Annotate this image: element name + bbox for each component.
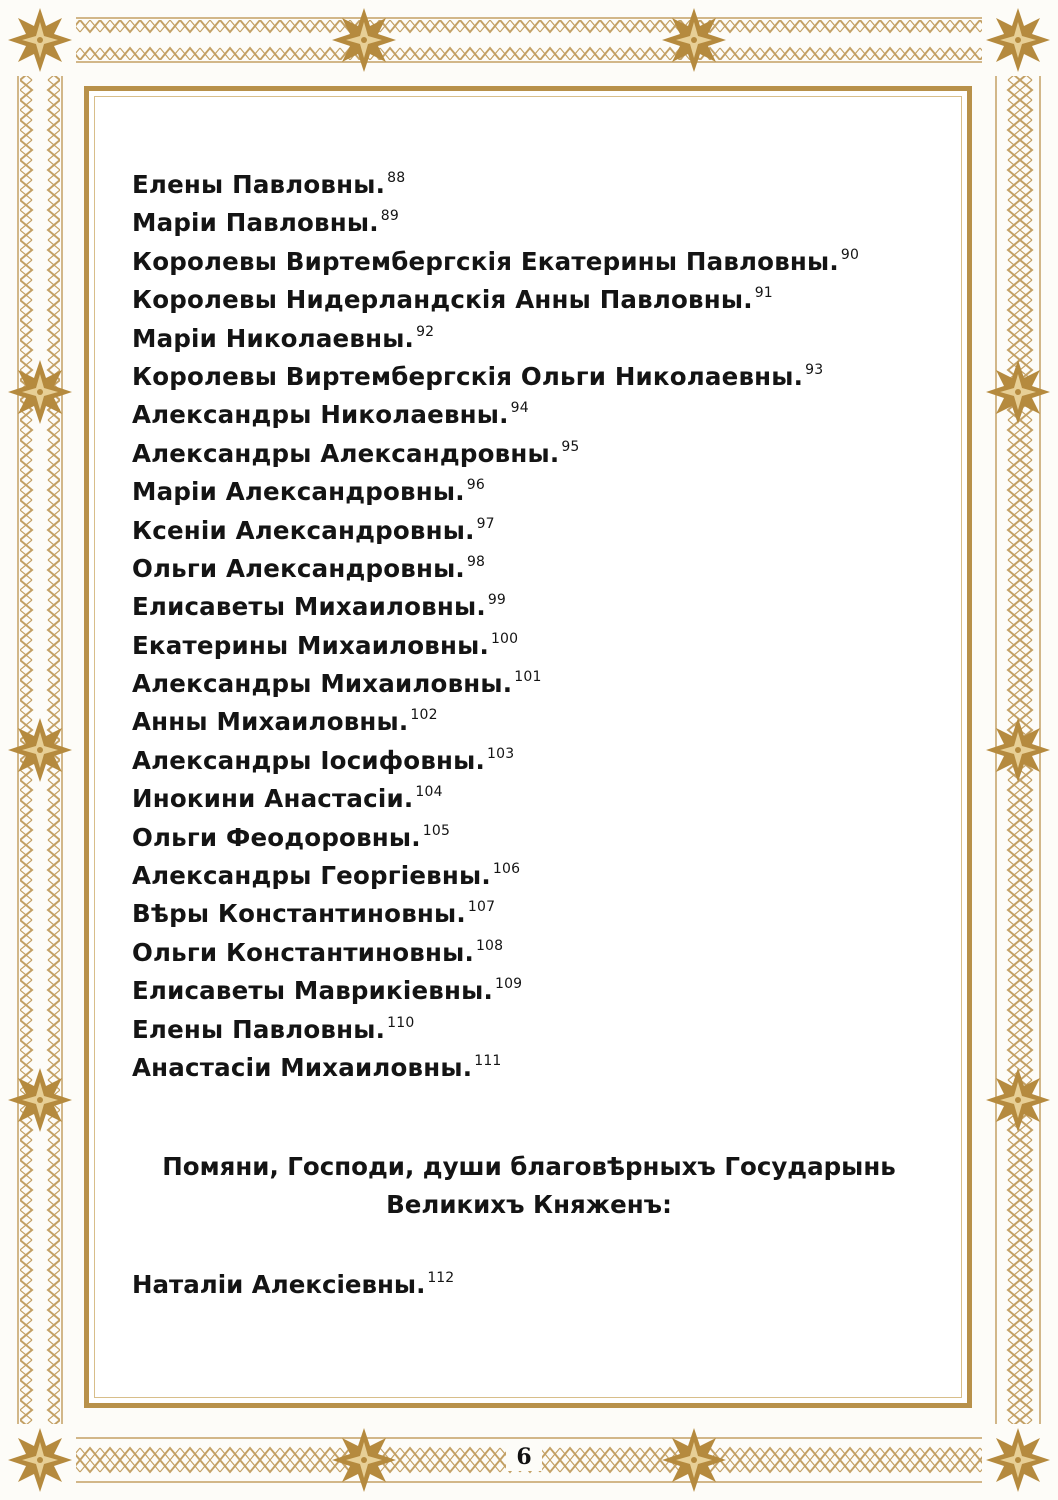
footnote-ref: 111 — [474, 1052, 502, 1069]
name-text: Елены Павловны. — [132, 170, 386, 199]
footnote-ref: 88 — [387, 170, 406, 186]
name-entry — [132, 819, 859, 857]
name-text: Елисаветы Маврикіевны. — [132, 976, 493, 1006]
footnote-ref: 100 — [490, 630, 519, 647]
name-text: Королевы Виртембергскія Ольги Николаевны. — [132, 361, 804, 391]
name-text: Александры Михаиловны. — [132, 669, 513, 699]
name-entry — [132, 473, 859, 511]
name-text: Екатерины Михаиловны. — [132, 630, 489, 660]
name-text: Ольги Александровны. — [132, 553, 465, 583]
name-text: Инокини Анастасіи. — [132, 784, 414, 814]
footnote-ref: 105 — [422, 822, 451, 839]
name-text: Ксеніи Александровны. — [132, 515, 475, 545]
name-text: Елены Павловны. — [132, 1014, 386, 1044]
footnote-ref: 109 — [494, 976, 523, 993]
name-entry — [132, 512, 859, 550]
name-text: Елисаветы Михаиловны. — [132, 592, 486, 622]
footnote-ref: 92 — [416, 323, 435, 340]
name-text: Вѣры Константиновны. — [132, 899, 466, 929]
name-entry — [132, 895, 859, 933]
footnote-ref: 99 — [487, 592, 507, 609]
footnote-ref: 89 — [380, 208, 399, 225]
footnote-ref: 108 — [475, 937, 504, 954]
name-text: Александры Іосифовны. — [132, 745, 486, 775]
name-entry — [132, 435, 859, 473]
commemoration-list — [132, 166, 859, 1087]
footnote-ref: 107 — [467, 899, 496, 916]
name-entry — [132, 281, 859, 319]
name-text: Маріи Александровны. — [132, 477, 465, 507]
name-entry — [132, 665, 859, 703]
name-text: Александры Николаевны. — [132, 400, 509, 430]
name-entry — [132, 358, 859, 396]
name-entry — [132, 166, 859, 204]
name-entry — [132, 780, 859, 818]
footnote-ref: 104 — [415, 784, 443, 801]
footnote-ref: 106 — [492, 861, 521, 878]
footnote-ref: 98 — [466, 553, 486, 570]
top-band — [76, 20, 982, 60]
footnote-ref: 94 — [510, 400, 529, 417]
prayer-heading-line-2: Великихъ Княженъ: — [386, 1190, 672, 1219]
footnote-ref: 96 — [466, 477, 485, 494]
footnote-ref: 97 — [476, 515, 495, 532]
name-entry — [132, 972, 859, 1010]
footnote-ref: 93 — [805, 361, 824, 378]
final-entry — [132, 1266, 454, 1304]
name-text: Александры Александровны. — [132, 438, 560, 468]
name-entry — [132, 396, 859, 434]
name-text: Маріи Павловны. — [132, 208, 379, 238]
name-text: Анастасіи Михаиловны. — [132, 1052, 473, 1082]
footnote-ref: 91 — [754, 285, 773, 302]
name-entry — [132, 934, 859, 972]
prayer-heading — [90, 1148, 968, 1224]
name-text: Анны Михаиловны. — [132, 707, 409, 737]
name-entry — [132, 588, 859, 626]
name-entry — [132, 742, 859, 780]
name-text: Королевы Нидерландскія Анны Павловны. — [132, 285, 753, 315]
name-entry — [132, 1049, 859, 1087]
footnote-ref: 101 — [514, 669, 542, 686]
name-text: Ольги Константиновны. — [132, 937, 474, 967]
name-text: Александры Георгіевны. — [132, 861, 491, 891]
name-entry — [132, 857, 859, 895]
name-entry — [132, 1011, 859, 1049]
name-entry — [132, 320, 859, 358]
name-text: Ольги Феодоровны. — [132, 822, 421, 852]
name-entry — [132, 627, 859, 665]
name-entry — [132, 703, 859, 741]
final-entry-text: Наталіи Алексіевны. — [132, 1270, 426, 1299]
footnote-ref: 112 — [427, 1270, 455, 1286]
name-entry — [132, 243, 859, 281]
footnote-ref: 102 — [410, 707, 438, 724]
page-number: 6 — [506, 1443, 542, 1471]
footnote-ref: 110 — [387, 1014, 415, 1031]
name-text: Маріи Николаевны. — [132, 323, 415, 353]
footnote-ref: 95 — [561, 438, 580, 455]
name-entry — [132, 550, 859, 588]
name-text: Королевы Виртембергскія Екатерины Павловны. — [132, 246, 839, 276]
name-entry — [132, 204, 859, 242]
footnote-ref: 103 — [487, 745, 515, 762]
footnote-ref: 90 — [840, 246, 860, 263]
prayer-heading-line-1: Помяни, Господи, души благовѣрныхъ Государынь — [162, 1152, 896, 1181]
